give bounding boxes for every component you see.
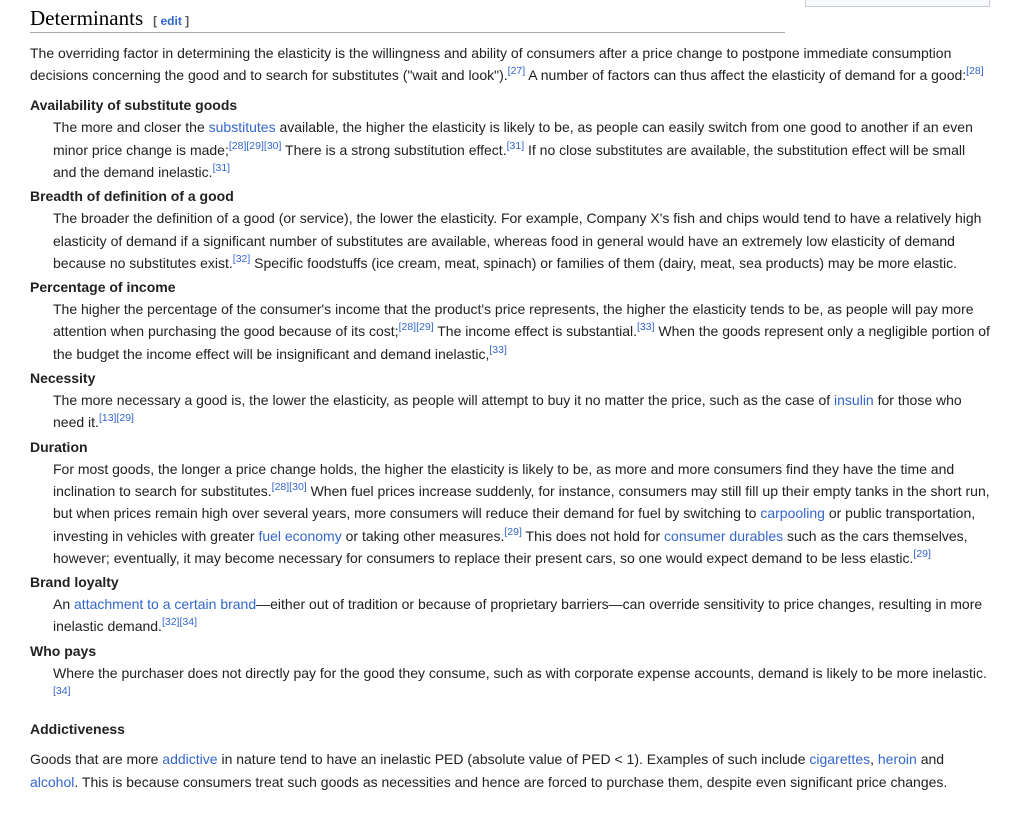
- citation-link[interactable]: [32]: [232, 253, 251, 266]
- term-who-pays: Who pays: [30, 642, 97, 659]
- citation-link[interactable]: [33]: [489, 344, 507, 357]
- section-heading: [30, 5, 785, 33]
- addictiveness-paragraph: Goods that are more addictive in nature tend to have an inelastic PED (absolute value of PED < 1). Examples of such include cigarettes, heroin and alcohol. This is because consumers treat such goods as necessities and hence are forced to purchase them, despite even significant price changes.: [30, 751, 948, 791]
- definition-breadth: The broader the definition of a good (or service), the lower the elasticity. For example, Company X's fish and chips would tend to have a relatively high elasticity of demand if a significant number of substitutes are available, whereas food in general would have an extremely low elasticity of demand because no substitutes exist.[32] Specific foodstuffs (ice cream, meat, spinach) or families of them (dairy, meat, sea products) may be more elastic.: [53, 210, 982, 271]
- link-consumer-durables[interactable]: consumer durables: [664, 527, 784, 544]
- link-heroin[interactable]: heroin: [877, 751, 917, 768]
- citation-link[interactable]: [13][29]: [98, 412, 134, 425]
- citation-link[interactable]: [28][29]: [398, 321, 434, 334]
- citation-link[interactable]: [29]: [913, 548, 931, 561]
- intro-paragraph: The overriding factor in determining the elasticity is the willingness and ability of consumers after a price change to postpone immediate consumption decisions concerning the good and to search for substitutes ("wait and look").[27] A number of factors can thus affect the elasticity of demand for a good:[28]: [30, 45, 984, 84]
- citation-link[interactable]: [27]: [507, 65, 526, 78]
- term-duration: Duration: [30, 438, 88, 455]
- definition-necessity: The more necessary a good is, the lower the elasticity, as people will attempt to buy it no matter the price, such as the case of insulin for those who need it.[13][29]: [53, 392, 962, 431]
- edit-section: [ edit ]: [153, 14, 190, 28]
- term-substitutes: Availability of substitute goods: [30, 97, 238, 114]
- definition-who-pays: Where the purchaser does not directly pay for the good they consume, such as with corporate expense accounts, demand is likely to be more inelastic.[34]: [53, 664, 987, 698]
- section-title: Determinants: [30, 6, 144, 30]
- link-addictive[interactable]: addictive: [162, 751, 218, 768]
- citation-link[interactable]: [28][30]: [271, 481, 307, 494]
- term-addictiveness: Addictiveness: [30, 721, 125, 738]
- definition-income: The higher the percentage of the consumer's income that the product's price represents, the higher the elasticity tends to be, as people will pay more attention when purchasing the good because of its cost;[28][29] The income effect is substantial.[33] When the goods represent only a negligible portion of the budget the income effect will be insignificant and demand inelastic,[33]: [53, 301, 990, 362]
- link-carpooling[interactable]: carpooling: [760, 505, 825, 522]
- definition-duration: For most goods, the longer a price change holds, the higher the elasticity is likely to be, as more and more consumers find they have the time and inclination to search for substitutes.[28][30] When fuel prices increase suddenly, for instance, consumers may still fill up their empty tanks in the short run, but when prices remain high over several years, more consumers will reduce their demand for fuel by switching to carpooling or public transportation, investing in vehicles with greater fuel economy or taking other measures.[29] This does not hold for consumer durables such as the cars themselves, however; eventually, it may become necessary for consumers to replace their present cars, so one would expect demand to be less elastic.[29]: [53, 460, 990, 566]
- determinants-list: [30, 94, 990, 740]
- citation-link[interactable]: [28]: [966, 65, 984, 78]
- article-content: [30, 0, 990, 794]
- citation-link[interactable]: [32][34]: [161, 616, 197, 629]
- link-fuel-economy[interactable]: fuel economy: [258, 527, 342, 544]
- term-brand-loyalty: Brand loyalty: [30, 574, 119, 591]
- citation-link[interactable]: [34]: [53, 685, 71, 698]
- citation-link[interactable]: [31]: [212, 162, 231, 175]
- definition-substitutes: The more and closer the substitutes available, the higher the elasticity is likely to be, as people can easily switch from one good to another if an even minor price change is made;[28][29][30] There is a strong substitution effect.[31] If no close substitutes are available, the substitution effect will be small and the demand inelastic.[31]: [53, 119, 973, 180]
- link-insulin[interactable]: insulin: [834, 392, 874, 409]
- link-alcohol[interactable]: alcohol: [30, 774, 75, 791]
- citation-link[interactable]: [33]: [636, 321, 655, 334]
- term-breadth: Breadth of definition of a good: [30, 188, 234, 205]
- term-income: Percentage of income: [30, 279, 176, 296]
- link-brand-attachment[interactable]: attachment to a certain brand: [74, 596, 257, 613]
- definition-brand-loyalty: An attachment to a certain brand—either out of tradition or because of proprietary barriers—can override sensitivity to price changes, resulting in more inelastic demand.[32][34]: [53, 596, 983, 635]
- citation-link[interactable]: [28][29][30]: [228, 139, 282, 152]
- edit-section-link[interactable]: edit: [160, 14, 182, 28]
- link-cigarettes[interactable]: cigarettes: [809, 751, 871, 768]
- citation-link[interactable]: [31]: [506, 139, 525, 152]
- link-substitutes[interactable]: substitutes: [208, 119, 276, 136]
- citation-link[interactable]: [29]: [504, 525, 522, 538]
- term-necessity: Necessity: [30, 370, 96, 387]
